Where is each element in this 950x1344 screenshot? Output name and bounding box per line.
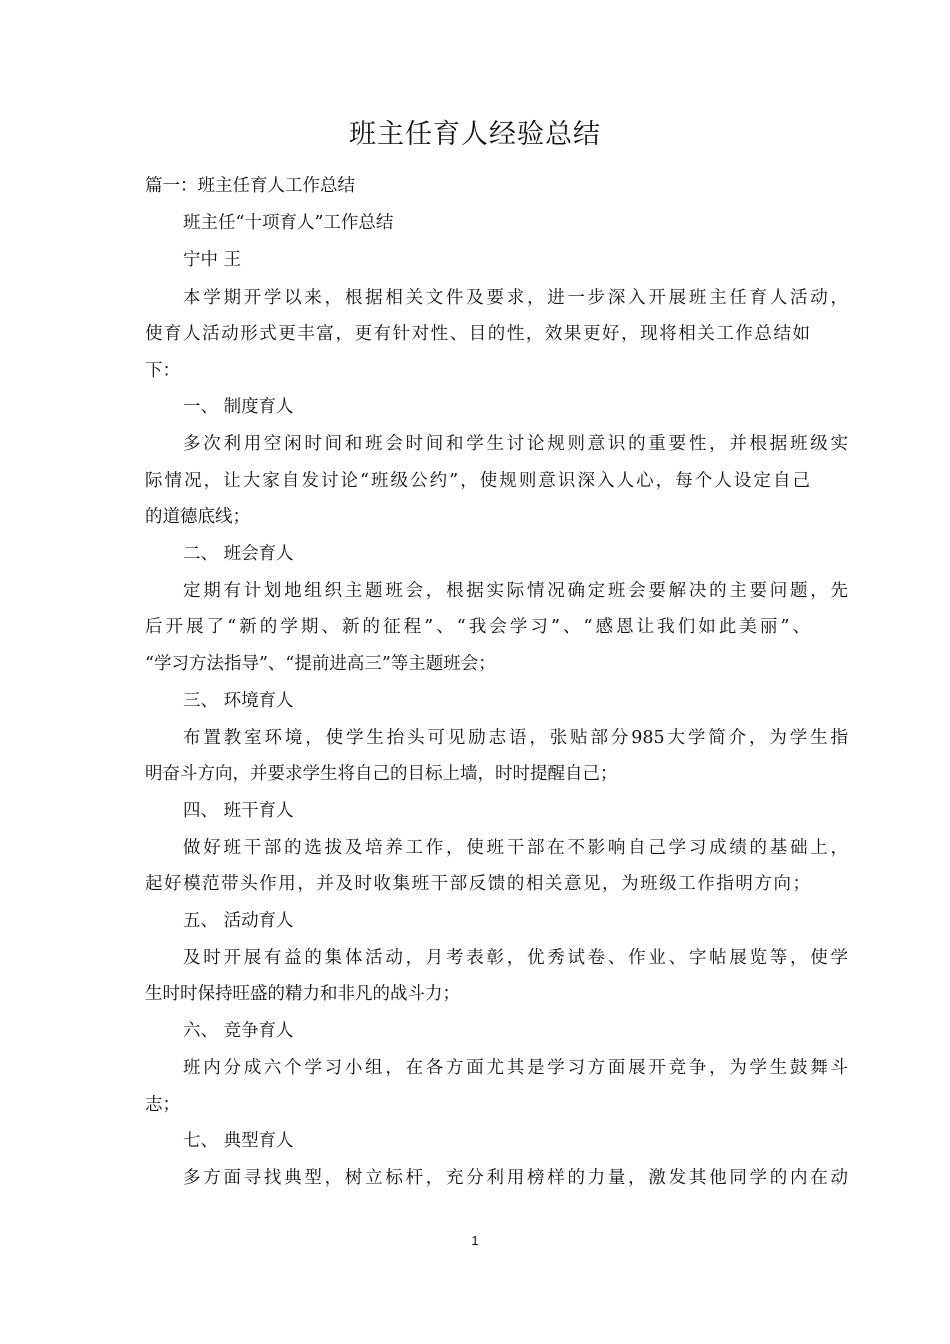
- item-heading: 七、 典型育人: [183, 1131, 294, 1151]
- paragraph-line: 多方面寻找典型，树立标杆，充分利用榜样的力量，激发其他同学的内在动: [183, 1168, 848, 1188]
- section-heading: 篇一：班主任育人工作总结: [145, 176, 355, 196]
- paragraph-line: 起好模范带头作用，并及时收集班干部反馈的相关意见，为班级工作指明方向；: [145, 874, 810, 894]
- paragraph-line: 后开展了“新的学期、新的征程”、“我会学习”、“感恩让我们如此美丽”、: [145, 617, 810, 637]
- paragraph-line: 志；: [145, 1095, 180, 1115]
- paragraph-line: 际情况，让大家自发讨论“班级公约”，使规则意识深入人心，每个人设定自己: [145, 471, 810, 491]
- paragraph-line: 下：: [145, 361, 180, 381]
- subtitle: 班主任“十项育人”工作总结: [183, 213, 394, 233]
- item-heading: 四、 班干育人: [183, 801, 294, 821]
- document-title: 班主任育人经验总结: [349, 119, 601, 150]
- paragraph-line: 布置教室环境，使学生抬头可见励志语，张贴部分985大学简介，为学生指: [183, 728, 848, 748]
- paragraph-line: 多次利用空闲时间和班会时间和学生讨论规则意识的重要性，并根据班级实: [183, 434, 848, 454]
- paragraph-line: “学习方法指导”、“提前进高三”等主题班会；: [145, 654, 496, 674]
- paragraph-line: 的道德底线；: [145, 507, 250, 527]
- item-heading: 一、 制度育人: [183, 397, 294, 417]
- paragraph-line: 班内分成六个学习小组，在各方面尤其是学习方面展开竞争，为学生鼓舞斗: [183, 1058, 848, 1078]
- item-heading: 三、 环境育人: [183, 691, 294, 711]
- paragraph-line: 生时时保持旺盛的精力和非凡的战斗力；: [145, 984, 460, 1004]
- paragraph-line: 使育人活动形式更丰富，更有针对性、目的性，效果更好，现将相关工作总结如: [145, 324, 810, 344]
- item-heading: 六、 竞争育人: [183, 1021, 294, 1041]
- author: 宁中 王: [183, 250, 242, 270]
- item-heading: 二、 班会育人: [183, 544, 294, 564]
- paragraph-line: 做好班干部的选拔及培养工作，使班干部在不影响自己学习成绩的基础上，: [183, 838, 848, 858]
- item-heading: 五、 活动育人: [183, 911, 294, 931]
- paragraph-line: 定期有计划地组织主题班会，根据实际情况确定班会要解决的主要问题，先: [183, 581, 848, 601]
- paragraph-line: 明奋斗方向，并要求学生将自己的目标上墙，时时提醒自己；: [145, 764, 618, 784]
- paragraph-line: 本学期开学以来，根据相关文件及要求，进一步深入开展班主任育人活动，: [183, 288, 848, 308]
- paragraph-line: 及时开展有益的集体活动，月考表彰，优秀试卷、作业、字帖展览等，使学: [183, 948, 848, 968]
- page-number: 1: [471, 1233, 479, 1248]
